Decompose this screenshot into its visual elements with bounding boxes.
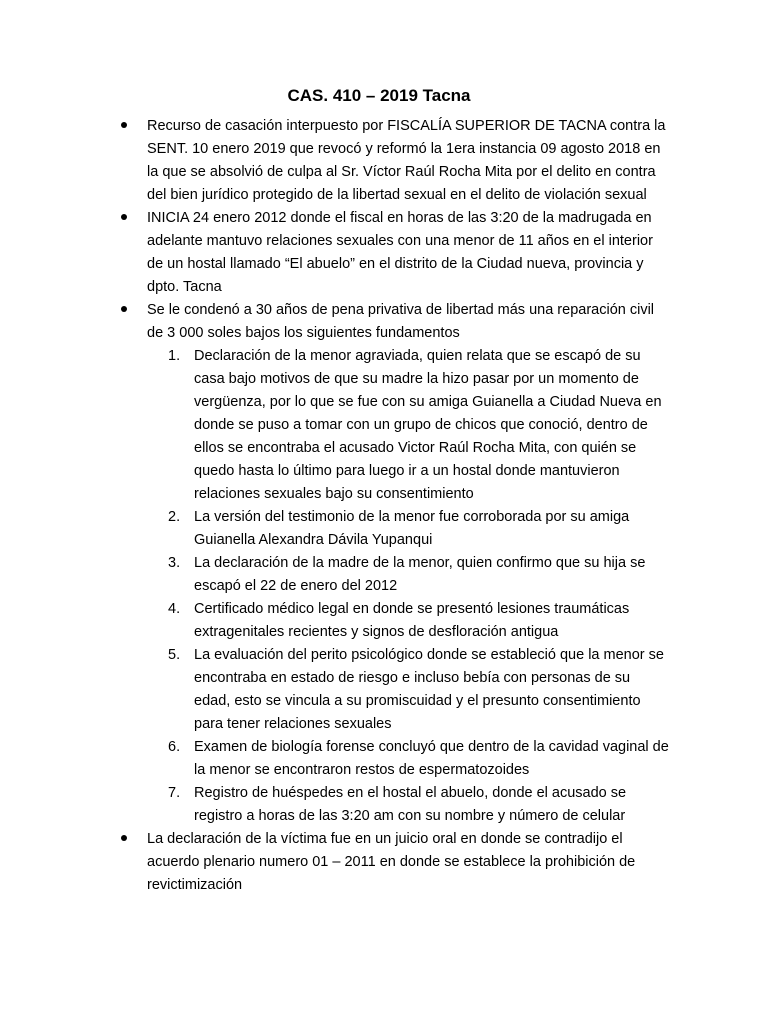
bullet-text: INICIA 24 enero 2012 donde el fiscal en horas de las 3:20 de la madrugada en adelante mantuvo relaciones sexuales con una menor de 11 años en el interior de un hostal llamado “El abuelo” en el distrito de la Ciudad nueva, provincia y dpto. Tacna: [147, 210, 653, 295]
numbered-item: [0, 552, 669, 598]
numbered-item: [0, 736, 669, 782]
bullet-icon: [121, 122, 127, 128]
bullet-icon: [121, 835, 127, 841]
item-number: 3.: [168, 555, 181, 571]
bullet-text: La declaración de la víctima fue en un juicio oral en donde se contradijo el acuerdo plenario numero 01 – 2011 en donde se establece la prohibición de revictimización: [147, 831, 636, 893]
numbered-item: [0, 506, 669, 552]
bullet-text: Se le condenó a 30 años de pena privativa de libertad más una reparación civil de 3 000 soles bajos los siguientes fundamentos: [147, 302, 655, 341]
item-text: La evaluación del perito psicológico donde se estableció que la menor se encontraba en estado de riesgo e incluso bebía con personas de su edad, esto se vincula a su promiscuidad y el presunto consentimiento para tener relaciones sexuales: [194, 647, 664, 732]
item-text: Declaración de la menor agraviada, quien relata que se escapó de su casa bajo motivos de que su madre la hizo pasar por un momento de vergüenza, por lo que se fue con su amiga Guianella a Ciudad Nueva en donde se puso a tomar con un grupo de chicos que conoció, dentro de ellos se encontraba el acusado Victor Raúl Rocha Mita, con quién se quedo hasta lo último para luego ir a un hostal donde mantuvieron relaciones sexuales bajo su consentimiento: [194, 348, 662, 502]
bullet-icon: [121, 306, 127, 312]
numbered-item: [0, 345, 669, 506]
item-number: 7.: [168, 785, 181, 801]
item-number: 6.: [168, 739, 181, 755]
bullet-list: [0, 115, 669, 897]
item-number: 5.: [168, 647, 181, 663]
item-text: Certificado médico legal en donde se presentó lesiones traumáticas extragenitales recientes y signos de desfloración antigua: [194, 601, 630, 640]
item-number: 4.: [168, 601, 181, 617]
item-text: Registro de huéspedes en el hostal el abuelo, donde el acusado se registro a horas de las 3:20 am con su nombre y número de celular: [194, 785, 627, 824]
item-text: Examen de biología forense concluyó que dentro de la cavidad vaginal de la menor se encontraron restos de espermatozoides: [194, 739, 669, 778]
document-title: CAS. 410 – 2019 Tacna: [287, 86, 471, 105]
item-number: 2.: [168, 509, 181, 525]
bullet-item: [0, 207, 669, 299]
bullet-text: Recurso de casación interpuesto por FISCALÍA SUPERIOR DE TACNA contra la SENT. 10 enero 2019 que revocó y reformó la 1era instancia 09 agosto 2018 en la que se absolvió de culpa al Sr. Víctor Raúl Rocha Mita por el delito en contra del bien jurídico protegido de la libertad sexual en el delito de violación sexual: [147, 118, 666, 203]
bullet-item: [0, 299, 669, 828]
numbered-item: [0, 782, 669, 828]
bullet-item: [0, 828, 669, 897]
item-text: La declaración de la madre de la menor, quien confirmo que su hija se escapó el 22 de enero del 2012: [194, 555, 646, 594]
numbered-item: [0, 644, 669, 736]
item-number: 1.: [168, 348, 181, 364]
item-text: La versión del testimonio de la menor fue corroborada por su amiga Guianella Alexandra Dávila Yupanqui: [194, 509, 630, 548]
bullet-item: [0, 115, 669, 207]
numbered-item: [0, 598, 669, 644]
numbered-list: [147, 345, 669, 828]
bullet-icon: [121, 214, 127, 220]
